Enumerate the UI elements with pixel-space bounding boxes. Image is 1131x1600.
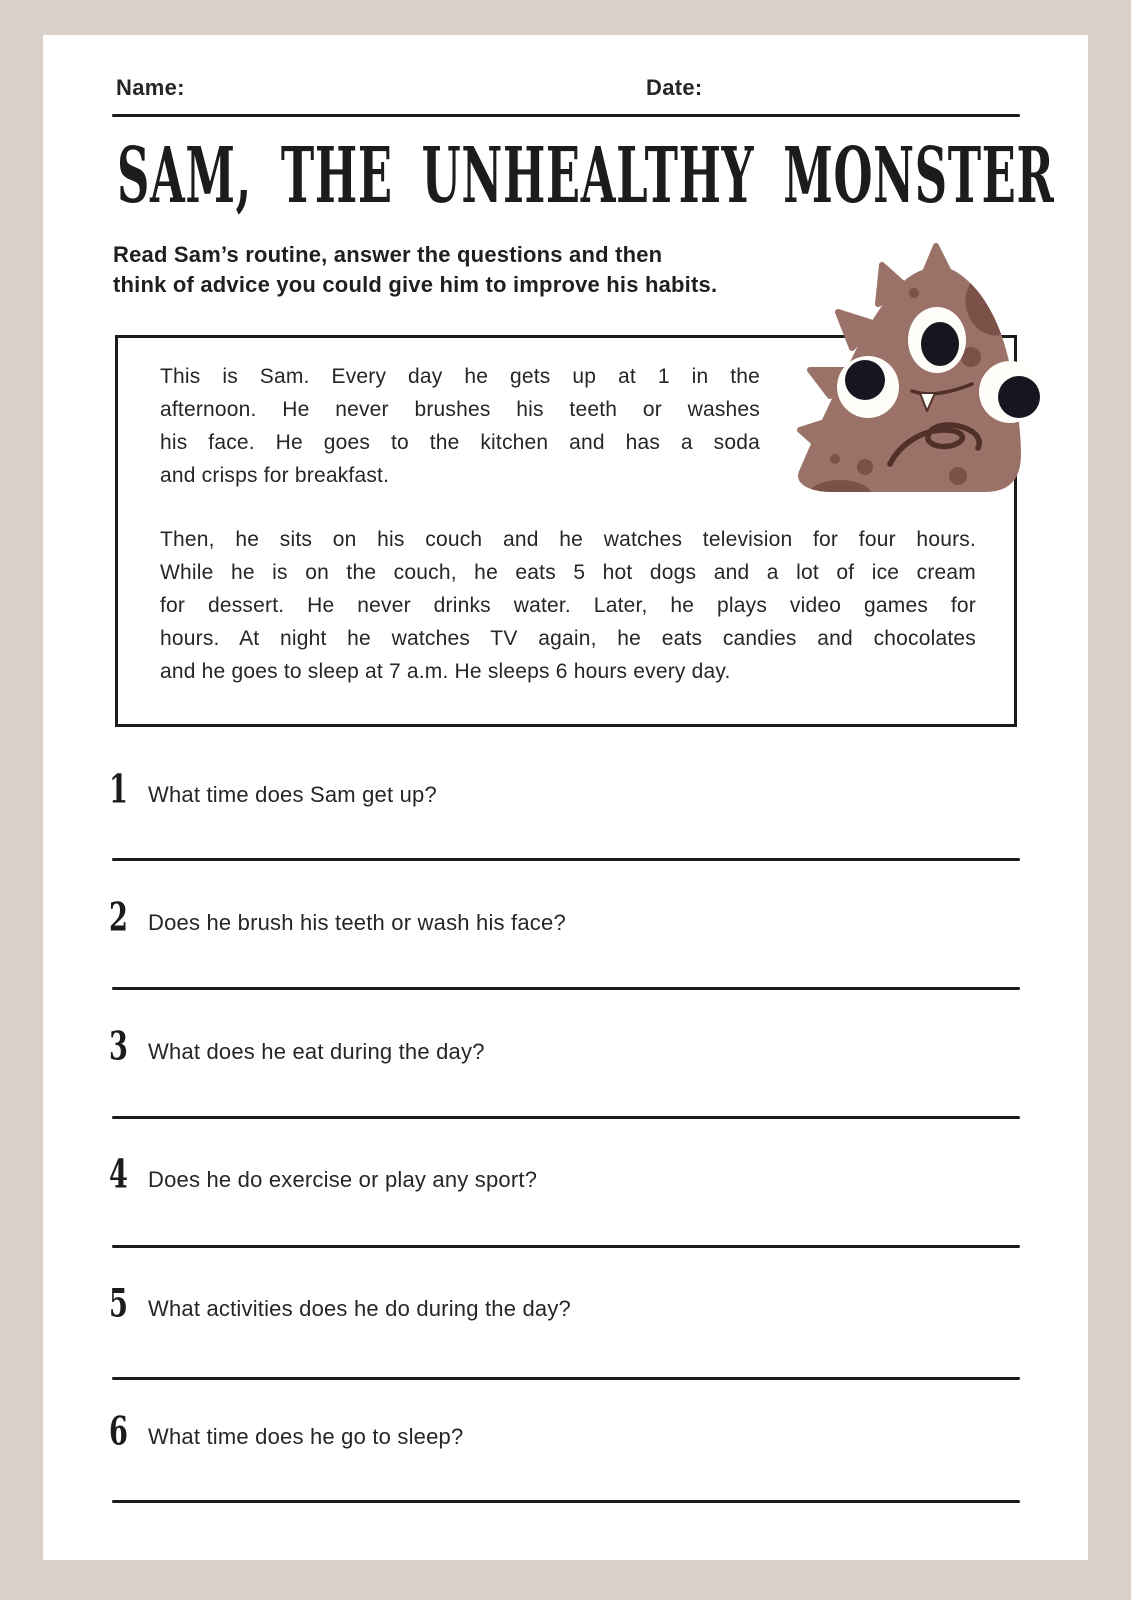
passage-line: his face. He goes to the kitchen and has a soda [160, 431, 760, 454]
answer-line-3[interactable] [112, 1116, 1020, 1119]
question-1-text: What time does Sam get up? [148, 782, 437, 807]
passage-line: hours. At night he watches TV again, he eats candies and chocolates [160, 627, 976, 650]
question-3 [109, 1023, 485, 1070]
answer-line-1[interactable] [112, 858, 1020, 861]
passage-line: While he is on the couch, he eats 5 hot dogs and a lot of ice cream [160, 561, 976, 584]
question-6 [109, 1408, 464, 1455]
page-title: SAM, THE UNHEALTHY MONSTER [117, 129, 1055, 221]
monster-illustration [788, 240, 1044, 502]
passage-line: and he goes to sleep at 7 a.m. He sleeps 6 hours every day. [160, 660, 731, 683]
question-4-number: 4 [109, 1151, 128, 1198]
question-2-number: 2 [109, 894, 128, 941]
question-3-number: 3 [109, 1023, 128, 1070]
question-3-text: What does he eat during the day? [148, 1039, 485, 1064]
question-4 [109, 1151, 538, 1198]
answer-line-6[interactable] [112, 1500, 1020, 1503]
answer-line-5[interactable] [112, 1377, 1020, 1380]
question-2-text: Does he brush his teeth or wash his face? [148, 910, 566, 935]
question-1-number: 1 [109, 766, 128, 813]
question-6-text: What time does he go to sleep? [148, 1424, 464, 1449]
question-1 [109, 766, 437, 813]
question-5 [109, 1280, 571, 1327]
passage-line: Then, he sits on his couch and he watches television for four hours. [160, 528, 976, 551]
passage-paragraph-1 [160, 360, 760, 492]
instructions-line-1: Read Sam’s routine, answer the questions and then [113, 242, 663, 267]
question-5-text: What activities does he do during the day? [148, 1296, 571, 1321]
answer-line-4[interactable] [112, 1245, 1020, 1248]
date-label: Date: [646, 75, 703, 100]
instructions [113, 240, 717, 300]
passage-line: and crisps for breakfast. [160, 464, 390, 487]
question-4-text: Does he do exercise or play any sport? [148, 1167, 538, 1192]
passage-paragraph-2 [160, 523, 976, 688]
question-6-number: 6 [109, 1408, 128, 1455]
passage-line: This is Sam. Every day he gets up at 1 in the [160, 365, 760, 388]
question-5-number: 5 [109, 1280, 128, 1327]
worksheet-page [43, 35, 1088, 1560]
passage-line: for dessert. He never drinks water. Later, he plays video games for [160, 594, 976, 617]
passage-line: afternoon. He never brushes his teeth or washes [160, 398, 760, 421]
name-label: Name: [116, 75, 185, 100]
header-writing-line[interactable] [112, 114, 1020, 117]
question-2 [109, 894, 566, 941]
instructions-line-2: think of advice you could give him to improve his habits. [113, 272, 718, 297]
answer-line-2[interactable] [112, 987, 1020, 990]
